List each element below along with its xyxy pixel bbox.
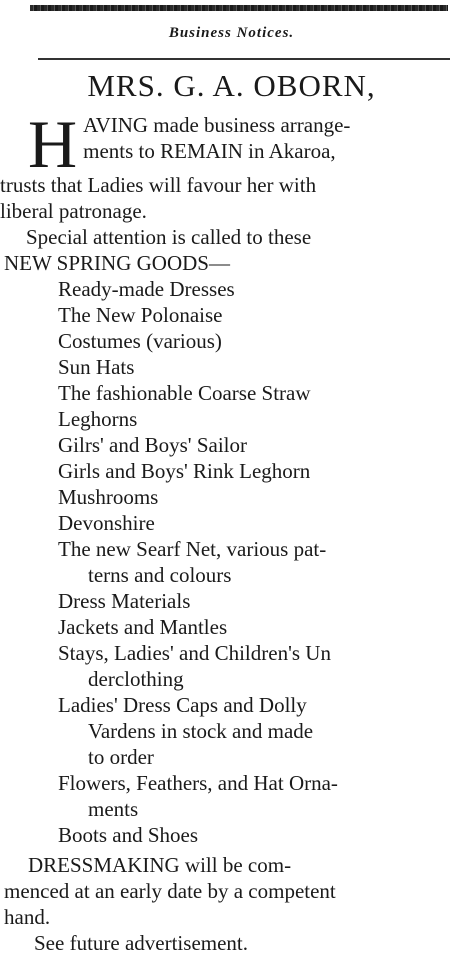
closing-line-1: DRESSMAKING will be com- bbox=[28, 853, 292, 877]
list-item: Ready-made Dresses bbox=[58, 277, 235, 301]
list-item: The fashionable Coarse Straw bbox=[58, 381, 311, 405]
list-item: The New Polonaise bbox=[58, 303, 223, 327]
advert-title: MRS. G. A. OBORN, bbox=[87, 68, 376, 103]
list-item: Mushrooms bbox=[58, 485, 159, 509]
list-item: Sun Hats bbox=[58, 355, 135, 379]
top-ornamental-rule bbox=[30, 5, 448, 11]
intro-line-1: AVING made business arrange- bbox=[83, 113, 351, 137]
heading-rule bbox=[38, 58, 450, 60]
list-item: Dress Materials bbox=[58, 589, 191, 613]
drop-cap: H bbox=[28, 106, 78, 182]
list-item: Ladies' Dress Caps and Dolly Vardens in stock and made to order bbox=[58, 693, 314, 769]
list-item: The new Searf Net, various pat- terns and colours bbox=[58, 537, 327, 587]
closing-line-3: hand. bbox=[4, 905, 51, 929]
section-heading: Business Notices. bbox=[168, 25, 295, 41]
list-item: Gilrs' and Boys' Sailor bbox=[58, 433, 247, 457]
intro-line-3: trusts that Ladies will favour her with bbox=[0, 173, 317, 197]
list-item: Costumes (various) bbox=[58, 329, 222, 353]
advert-body bbox=[0, 106, 458, 956]
special-line-1: Special attention is called to these bbox=[26, 225, 312, 249]
closing-line-4: See future advertisement. bbox=[34, 931, 248, 955]
list-item: Devonshire bbox=[58, 511, 155, 535]
list-item: Boots and Shoes bbox=[58, 823, 199, 847]
intro-line-2: ments to REMAIN in Akaroa, bbox=[83, 139, 336, 163]
list-item: Stays, Ladies' and Children's Un derclothing bbox=[58, 641, 331, 691]
special-paragraph bbox=[4, 224, 458, 276]
closing-line-2: menced at an early date by a competent bbox=[4, 879, 336, 903]
special-line-2: NEW SPRING GOODS— bbox=[4, 251, 230, 275]
intro-paragraph bbox=[0, 106, 458, 224]
list-item: Flowers, Feathers, and Hat Orna- ments bbox=[58, 771, 338, 821]
list-item: Leghorns bbox=[58, 407, 138, 431]
intro-line-4: liberal patronage. bbox=[0, 199, 147, 223]
list-item: Girls and Boys' Rink Leghorn bbox=[58, 459, 311, 483]
list-item: Jackets and Mantles bbox=[58, 615, 228, 639]
closing-paragraph bbox=[4, 852, 458, 956]
goods-list bbox=[4, 276, 458, 848]
